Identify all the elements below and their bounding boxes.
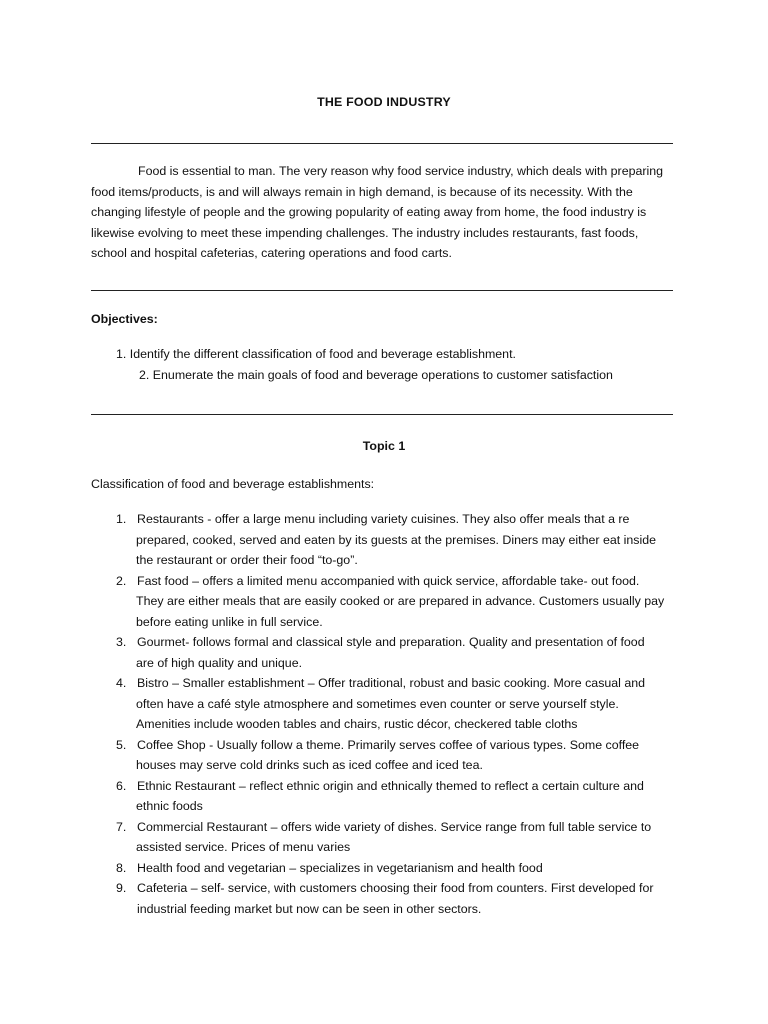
list-item-line: industrial feeding market but now can be seen in other sectors. [137,901,482,916]
list-item-number: 6. [116,778,127,793]
list-item-line: prepared, cooked, served and eaten by its guests at the premises. Diners may either eat inside [136,532,657,547]
list-item [116,632,676,673]
list-item-number: 1. [116,512,127,526]
list-item [116,509,676,571]
list-item-line: Ethnic Restaurant – reflect ethnic origin and ethnically themed to reflect a certain culture and [137,778,644,793]
list-item-line: Amenities include wooden tables and chairs, rustic décor, checkered table cloths [136,717,578,731]
list-item-number: 5. [116,737,127,752]
intro-paragraph: Food is essential to man. The very reason why food service industry, which deals with preparing food items/products, is and will always remain in high demand, is because of its necessity. With the changing lifestyle of people and the growing popularity of eating away from home, the food industry is likewise evolving to meet these impending challenges. The industry includes restaurants, fast foods, school and hospital cafeterias, catering operations and food carts. [91,164,664,260]
list-item-number: 9. [116,881,127,895]
list-item-line: assisted service. Prices of menu varies [136,840,351,854]
document-title: THE FOOD INDUSTRY [317,95,451,109]
list-item [116,858,676,879]
list-item-line: Health food and vegetarian – specializes in vegetarianism and health food [137,860,543,875]
list-item-number: 4. [116,676,127,690]
list-item-line: Bistro – Smaller establishment – Offer traditional, robust and basic cooking. More casual and [137,676,646,690]
list-item-line: ethnic foods [136,799,203,813]
list-item-number: 2. [116,573,127,588]
list-item [116,776,676,817]
list-item [116,817,676,858]
list-item [116,878,676,919]
list-item [116,735,676,776]
list-item-line: before eating unlike in full service. [136,614,323,629]
list-item-line: They are either meals that are easily cooked or are prepared in advance. Customers usually pay [136,594,665,608]
list-item-line: Restaurants - offer a large menu including variety cuisines. They also offer meals that a re [137,512,630,526]
list-item-line: Gourmet- follows formal and classical style and preparation. Quality and presentation of food [137,635,645,649]
list-item-number: 7. [116,819,127,834]
list-item-line: Coffee Shop - Usually follow a theme. Primarily serves coffee of various types. Some coffee [137,737,640,752]
divider-line [91,143,673,144]
list-item-line: Fast food – offers a limited menu accompanied with quick service, affordable take- out food. [137,573,640,588]
classification-list [116,509,676,919]
list-item-line: Commercial Restaurant – offers wide variety of dishes. Service range from full table service to [137,819,652,834]
list-item-number: 8. [116,860,127,875]
objectives-heading: Objectives: [91,312,158,326]
list-item [116,571,676,633]
topic-heading: Topic 1 [362,439,406,453]
list-item-line: often have a café style atmosphere and sometimes even counter or serve yourself style. [136,696,619,711]
list-item-line: houses may serve cold drinks such as iced coffee and iced tea. [136,758,483,772]
list-item-line: are of high quality and unique. [136,655,303,670]
divider-line [91,414,673,415]
list-item-line: the restaurant or order their food “to-go”. [136,553,358,567]
objective-item: 2. Enumerate the main goals of food and beverage operations to customer satisfaction [139,368,613,382]
objective-item: 1. Identify the different classification of food and beverage establishment. [116,347,516,361]
list-item-line: Cafeteria – self- service, with customers choosing their food from counters. First developed for [137,881,654,895]
list-item-number: 3. [116,635,127,649]
list-item [116,673,676,735]
divider-line [91,290,673,291]
classification-heading: Classification of food and beverage establishments: [91,477,375,491]
